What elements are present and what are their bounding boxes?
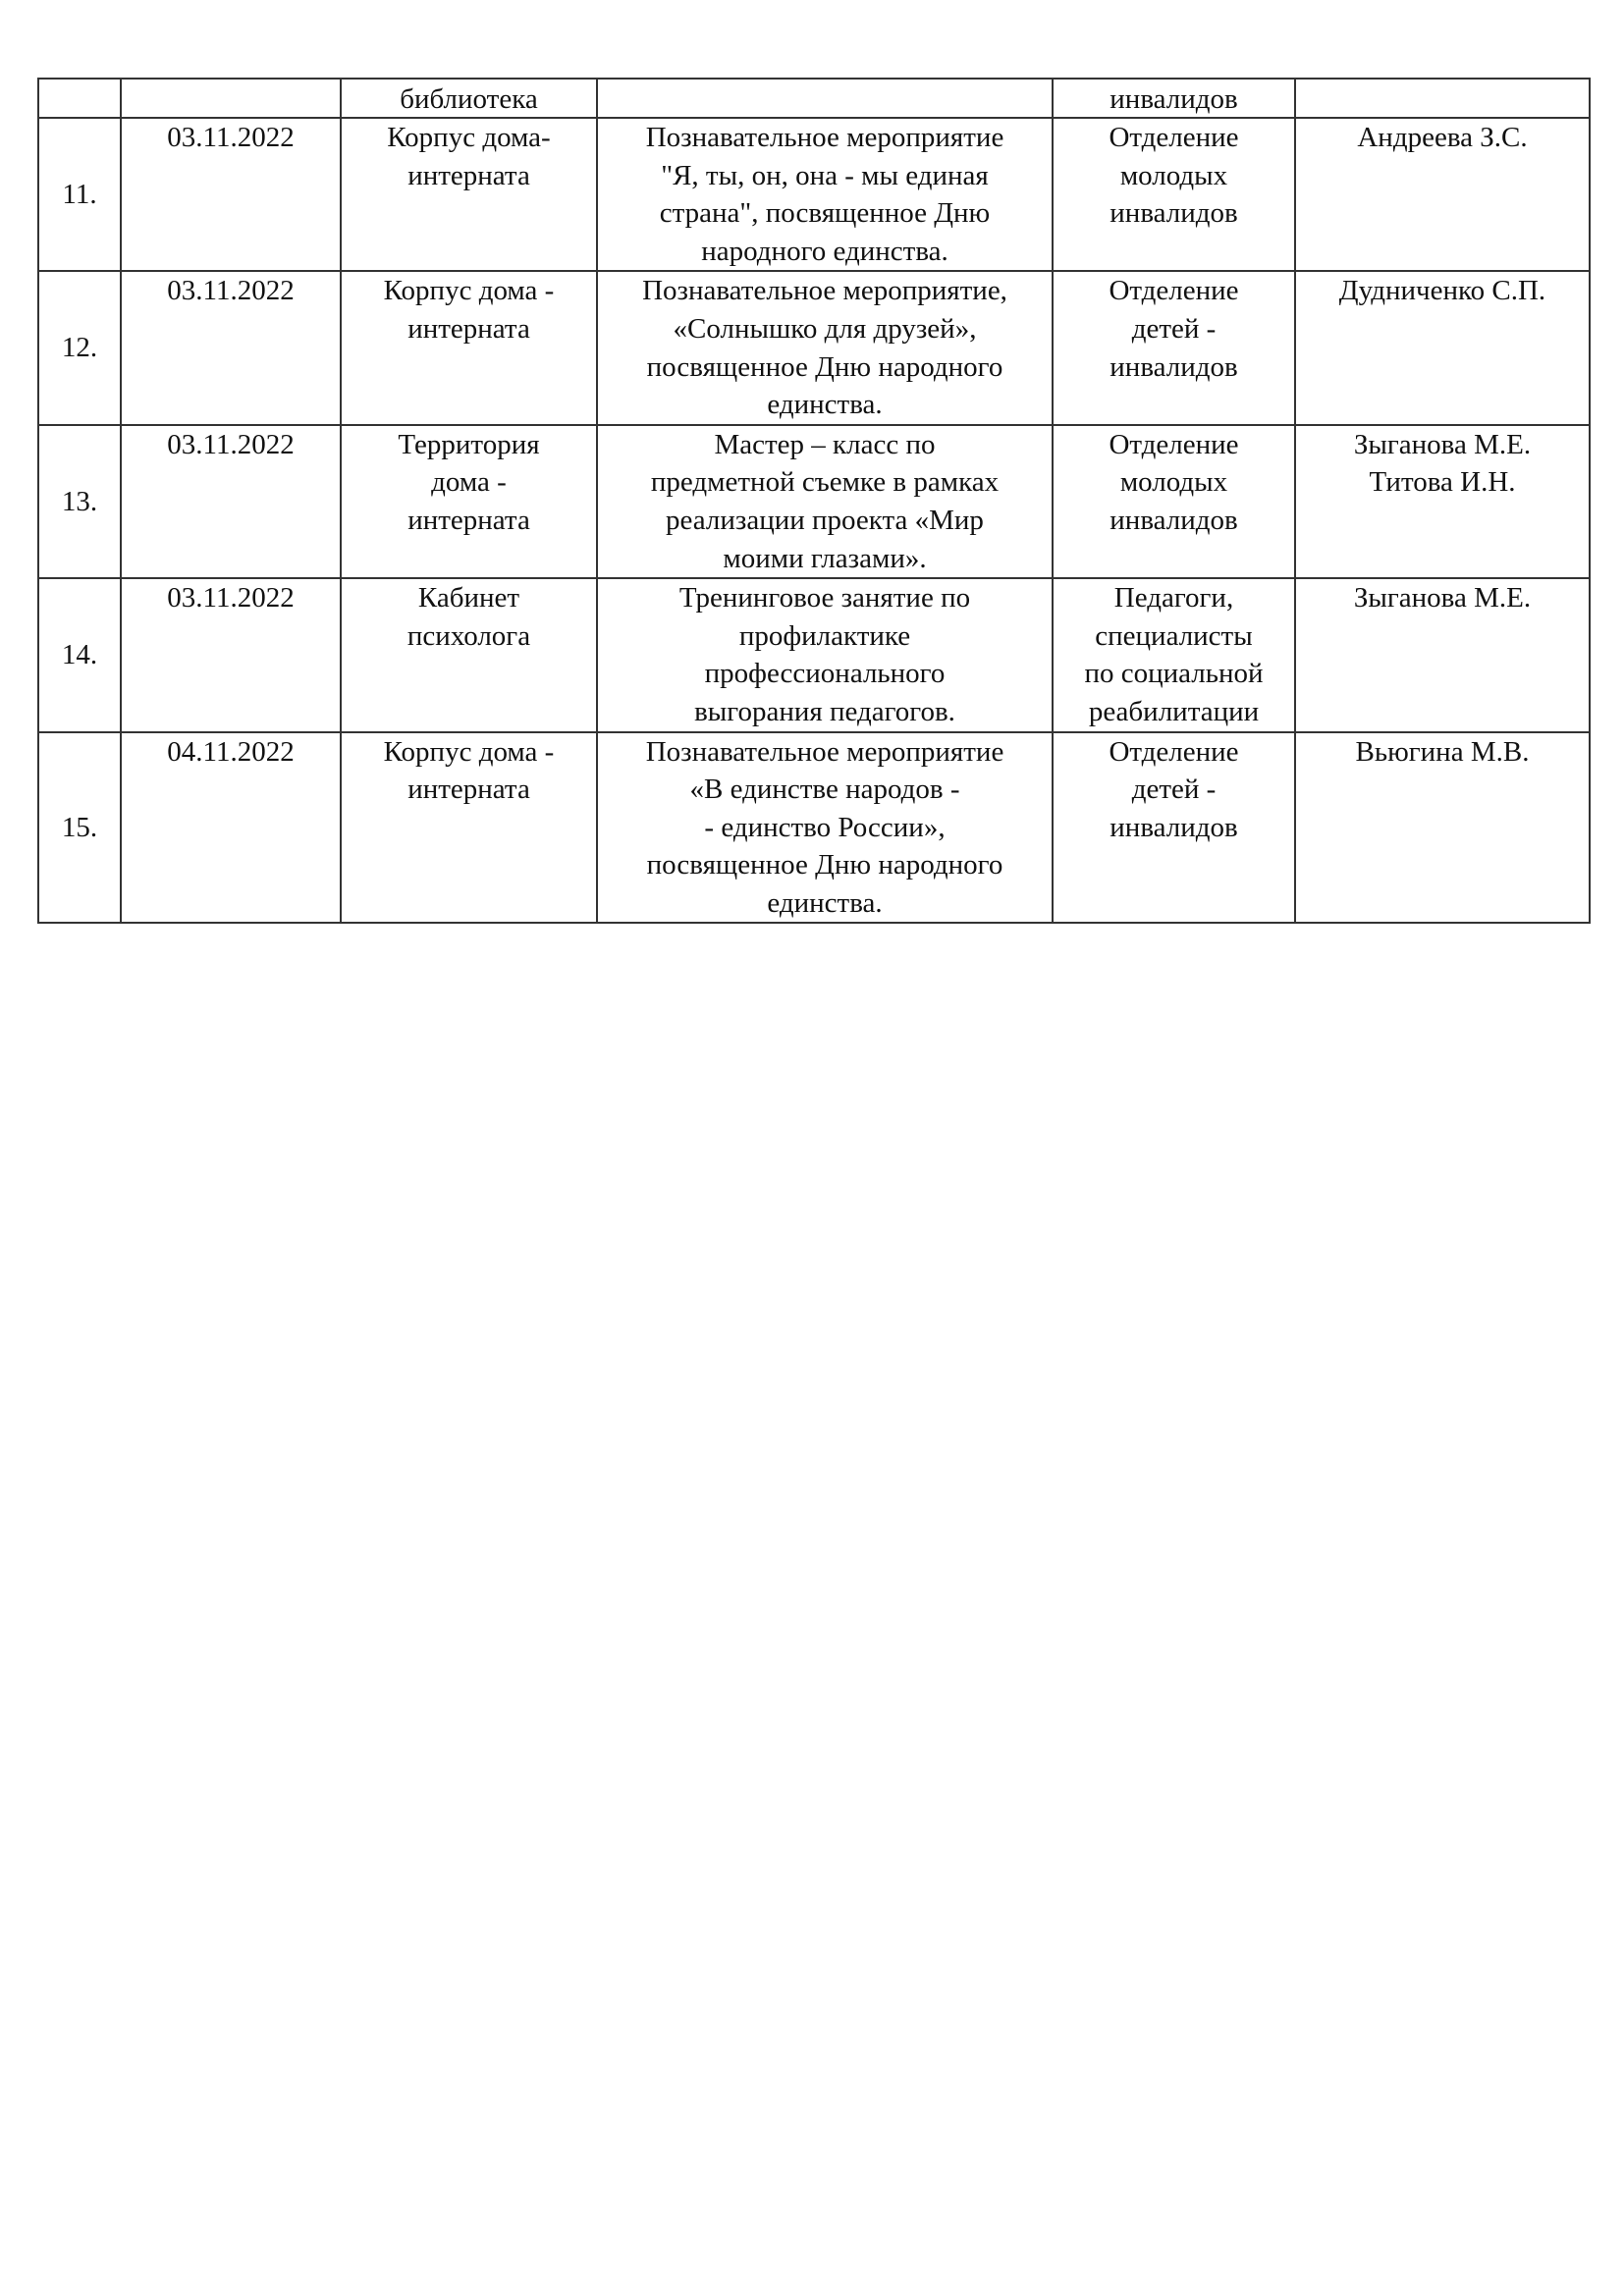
table-row [38,578,1590,731]
cell-place-line: Корпус дома - [383,735,555,768]
cell-event [597,79,1053,118]
table-row [38,425,1590,578]
table-row [38,271,1590,424]
cell-place-line: интерната [407,504,530,536]
cell-responsible-line: Зыганова М.Е. [1353,428,1532,460]
cell-event-line: Мастер – класс по [714,428,936,460]
cell-event-line: Познавательное мероприятие [645,122,1004,153]
cell-event-line: профессионального [704,658,946,690]
cell-event-line: "Я, ты, он, она - мы единая [661,159,989,191]
cell-event-line: посвященное Дню народного [646,350,1003,383]
cell-event-line: единства. [767,886,883,919]
cell-responsible-line: Андреева З.С. [1357,122,1528,153]
cell-participants-line: по социальной [1084,658,1264,690]
cell-participants-line: детей - [1131,312,1217,345]
cell-participants-line: реабилитации [1088,695,1260,727]
cell-participants: инвалидов [1053,79,1295,118]
cell-place [341,578,597,731]
cell-participants-line: Педагоги, [1113,582,1234,614]
cell-event-line: профилактике [738,619,911,652]
cell-num: 12. [38,271,121,424]
cell-responsible [1295,425,1590,578]
cell-participants-line: специалисты [1095,619,1253,652]
cell-event-line: Тренинговое занятие по [678,582,971,614]
events-table [37,78,1591,924]
cell-date: 03.11.2022 [121,425,341,578]
cell-event [597,425,1053,578]
cell-place-line: дома - [431,466,507,499]
cell-event-line: Познавательное мероприятие, [642,275,1007,307]
cell-num: 14. [38,578,121,731]
cell-event-line: выгорания педагогов. [694,695,955,727]
cell-event [597,578,1053,731]
cell-num: 13. [38,425,121,578]
cell-place: библиотека [341,79,597,118]
cell-event-line: Познавательное мероприятие [645,735,1004,768]
cell-participants-line: инвалидов [1110,197,1238,230]
cell-event-line: реализации проекта «Мир [666,504,984,536]
cell-participants-line: инвалидов [1110,504,1238,536]
cell-participants [1053,578,1295,731]
cell-place-line: интерната [407,774,530,806]
cell-event-line: моими глазами». [723,542,927,574]
cell-participants [1053,732,1295,924]
cell-event-line: единства. [767,389,883,421]
cell-date: 04.11.2022 [121,732,341,924]
cell-responsible [1295,118,1590,271]
cell-event [597,732,1053,924]
cell-num [38,79,121,118]
cell-num: 15. [38,732,121,924]
cell-place-line: Корпус дома - [383,275,555,307]
cell-responsible [1295,271,1590,424]
cell-date: 03.11.2022 [121,118,341,271]
cell-place-line: Кабинет [417,582,520,614]
cell-date: 03.11.2022 [121,271,341,424]
cell-participants-line: детей - [1131,774,1217,806]
cell-place-line: Корпус дома- [387,122,551,153]
cell-event-line: - единство России», [704,811,946,843]
cell-participants-line: инвалидов [1110,350,1238,383]
table-body [38,118,1590,923]
cell-participants [1053,118,1295,271]
cell-participants [1053,425,1295,578]
cell-participants-line: Отделение [1109,275,1239,307]
table-row-continuation [38,79,1590,118]
cell-place [341,732,597,924]
cell-responsible-line: Дудниченко С.П. [1338,275,1546,307]
cell-participants-line: молодых [1119,466,1228,499]
cell-participants-line: Отделение [1109,122,1239,153]
cell-responsible-line: Вьюгина М.В. [1355,735,1530,768]
cell-participants [1053,271,1295,424]
cell-responsible [1295,578,1590,731]
cell-num: 11. [38,118,121,271]
table-row [38,732,1590,924]
cell-place-line: интерната [407,312,530,345]
cell-participants-line: Отделение [1109,428,1239,460]
cell-place [341,118,597,271]
cell-event [597,271,1053,424]
cell-event-line: страна", посвященное Дню [659,197,991,230]
cell-place-line: Территория [398,428,540,460]
cell-event-line: «В единстве народов - [689,774,960,806]
cell-event-line: народного единства. [701,235,948,267]
cell-participants-line: Отделение [1109,735,1239,768]
cell-place-line: психолога [406,619,531,652]
cell-place [341,425,597,578]
cell-responsible-line: Титова И.Н. [1369,466,1516,499]
cell-event-line: предметной съемке в рамках [650,466,1000,499]
cell-place [341,271,597,424]
cell-participants-line: инвалидов [1110,811,1238,843]
cell-event [597,118,1053,271]
cell-responsible [1295,732,1590,924]
cell-responsible [1295,79,1590,118]
cell-event-line: «Солнышко для друзей», [673,312,977,345]
cell-event-line: посвященное Дню народного [646,849,1003,881]
cell-place-line: интерната [407,159,530,191]
table-row [38,118,1590,271]
cell-participants-line: молодых [1119,159,1228,191]
cell-date [121,79,341,118]
cell-date: 03.11.2022 [121,578,341,731]
cell-responsible-line: Зыганова М.Е. [1353,582,1532,614]
